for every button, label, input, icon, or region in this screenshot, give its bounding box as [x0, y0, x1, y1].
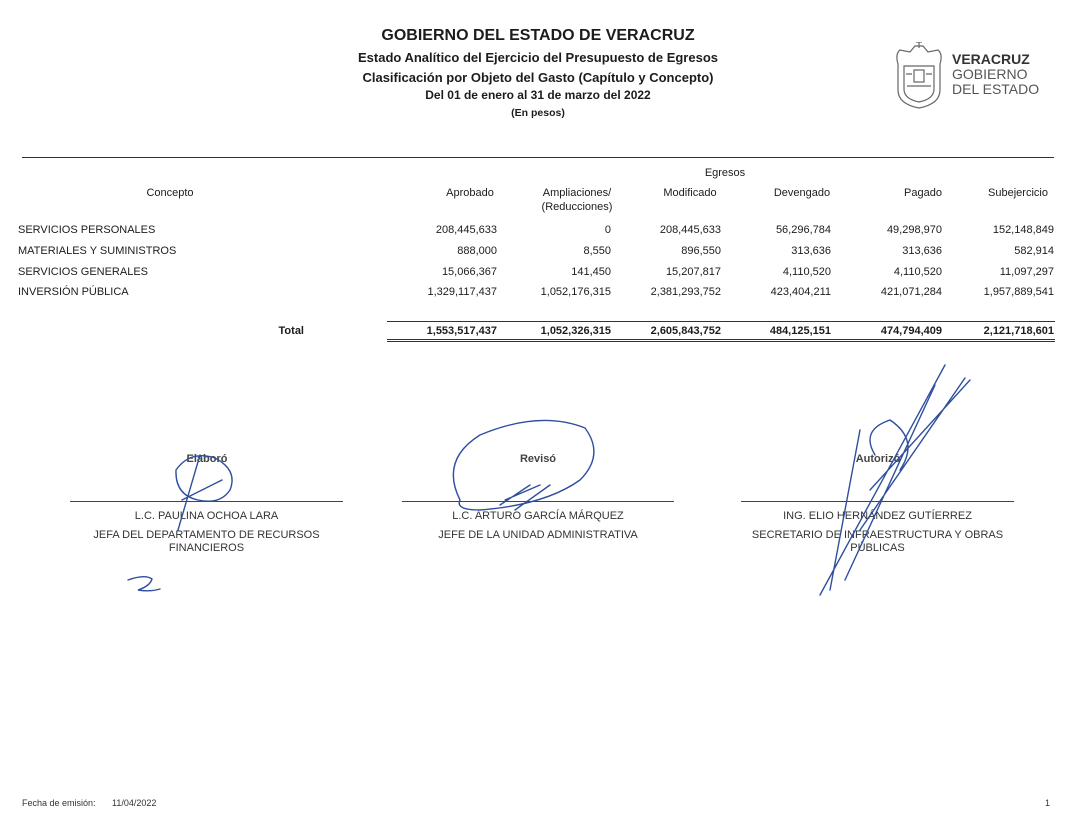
row-modificado: 2,381,293,752 [650, 286, 721, 299]
col-header-modificado: Modificado [663, 187, 717, 199]
page-number: 1 [1045, 798, 1051, 808]
logo-line-2: GOBIERNO [952, 66, 1028, 82]
total-bottom-rule-1 [387, 339, 1055, 340]
budget-table [18, 220, 1054, 303]
elaboro-label: Elaboró [186, 453, 228, 465]
reviso-label: Revisó [519, 453, 557, 465]
row-devengado: 4,110,520 [782, 265, 831, 278]
row-ampliaciones: 1,052,176,315 [540, 286, 611, 299]
report-units: (En pesos) [511, 107, 565, 119]
table-row [18, 261, 1054, 282]
col-header-concepto: Concepto [146, 187, 194, 199]
row-ampliaciones: 8,550 [583, 245, 611, 258]
footer-fecha-value: 11/04/2022 [112, 798, 157, 808]
row-aprobado: 1,329,117,437 [427, 286, 497, 299]
row-concepto: MATERIALES Y SUMINISTROS [18, 245, 177, 258]
row-modificado: 208,445,633 [659, 224, 721, 237]
row-pagado: 49,298,970 [886, 224, 942, 237]
col-header-aprobado: Aprobado [446, 187, 494, 199]
autorizo-name: ING. ELIO HERNÁNDEZ GUTÍERREZ [783, 510, 972, 522]
table-row [18, 241, 1054, 262]
autorizo-role-line-1: SECRETARIO DE INFRAESTRUCTURA Y OBRAS [751, 529, 1004, 541]
total-ampliaciones: 1,052,326,315 [540, 325, 611, 337]
autorizo-label: Autorizó [855, 453, 901, 465]
row-devengado: 313,636 [791, 245, 831, 258]
row-concepto: INVERSIÓN PÚBLICA [18, 286, 129, 299]
footer-fecha-label: Fecha de emisión: [22, 798, 96, 808]
row-aprobado: 888,000 [457, 245, 497, 258]
header-divider [22, 157, 1054, 158]
row-pagado: 313,636 [902, 245, 942, 258]
row-subejercicio: 11,097,297 [999, 265, 1054, 278]
table-row [18, 282, 1054, 303]
row-subejercicio: 152,148,849 [992, 224, 1054, 237]
row-modificado: 896,550 [681, 245, 721, 258]
col-header-ampliaciones: Ampliaciones/ [542, 187, 612, 199]
elaboro-signature-line [70, 501, 343, 502]
total-top-rule [387, 321, 1055, 322]
total-aprobado: 1,553,517,437 [426, 325, 497, 337]
elaboro-initial-icon [128, 577, 160, 591]
reviso-signature-icon [453, 420, 594, 510]
report-title: GOBIERNO DEL ESTADO DE VERACRUZ [381, 27, 695, 44]
row-subejercicio: 582,914 [1014, 245, 1054, 258]
row-pagado: 421,071,284 [880, 286, 942, 299]
group-header-egresos: Egresos [704, 167, 746, 179]
logo-wordmark [952, 52, 1039, 97]
total-bottom-rule-2 [387, 341, 1055, 342]
total-modificado: 2,605,843,752 [650, 325, 721, 337]
row-ampliaciones: 0 [604, 224, 611, 237]
reviso-name: L.C. ARTURO GARCÍA MÁRQUEZ [452, 510, 624, 522]
logo-line-3: DEL ESTADO [952, 81, 1040, 97]
row-ampliaciones: 141,450 [571, 265, 611, 278]
col-header-pagado: Pagado [904, 187, 942, 199]
row-subejercicio: 1,957,889,541 [983, 286, 1054, 299]
reviso-role-line-1: JEFE DE LA UNIDAD ADMINISTRATIVA [438, 529, 638, 541]
row-pagado: 4,110,520 [893, 265, 942, 278]
col-header-subejercicio: Subejercicio [988, 187, 1048, 199]
elaboro-role-line-1: JEFA DEL DEPARTAMENTO DE RECURSOS [93, 529, 320, 541]
row-aprobado: 208,445,633 [435, 224, 497, 237]
total-pagado: 474,794,409 [880, 325, 942, 337]
col-header-devengado: Devengado [773, 187, 831, 199]
total-label: Total [278, 325, 304, 337]
row-aprobado: 15,066,367 [441, 265, 497, 278]
logo-line-1: VERACRUZ [952, 51, 1030, 67]
elaboro-role-line-2: FINANCIEROS [168, 542, 245, 554]
autorizo-signature-line [741, 501, 1014, 502]
row-concepto: SERVICIOS GENERALES [18, 265, 149, 278]
report-classification: Clasificación por Objeto del Gasto (Capítulo y Concepto) [362, 70, 714, 85]
row-devengado: 423,404,211 [770, 286, 831, 299]
total-devengado: 484,125,151 [769, 325, 831, 337]
autorizo-role-line-2: PÚBLICAS [850, 542, 905, 554]
col-header-reducciones: (Reducciones) [541, 201, 613, 213]
report-subtitle: Estado Analítico del Ejercicio del Presupuesto de Egresos [357, 50, 718, 65]
row-devengado: 56,296,784 [775, 224, 831, 237]
total-subejercicio: 2,121,718,601 [983, 325, 1054, 337]
table-row [18, 220, 1054, 241]
report-period: Del 01 de enero al 31 de marzo del 2022 [425, 88, 651, 102]
row-modificado: 15,207,817 [665, 265, 721, 278]
reviso-signature-line [402, 501, 674, 502]
row-concepto: SERVICIOS PERSONALES [18, 224, 156, 237]
autorizo-signature-icon [820, 365, 970, 595]
elaboro-name: L.C. PAULINA OCHOA LARA [134, 510, 279, 522]
